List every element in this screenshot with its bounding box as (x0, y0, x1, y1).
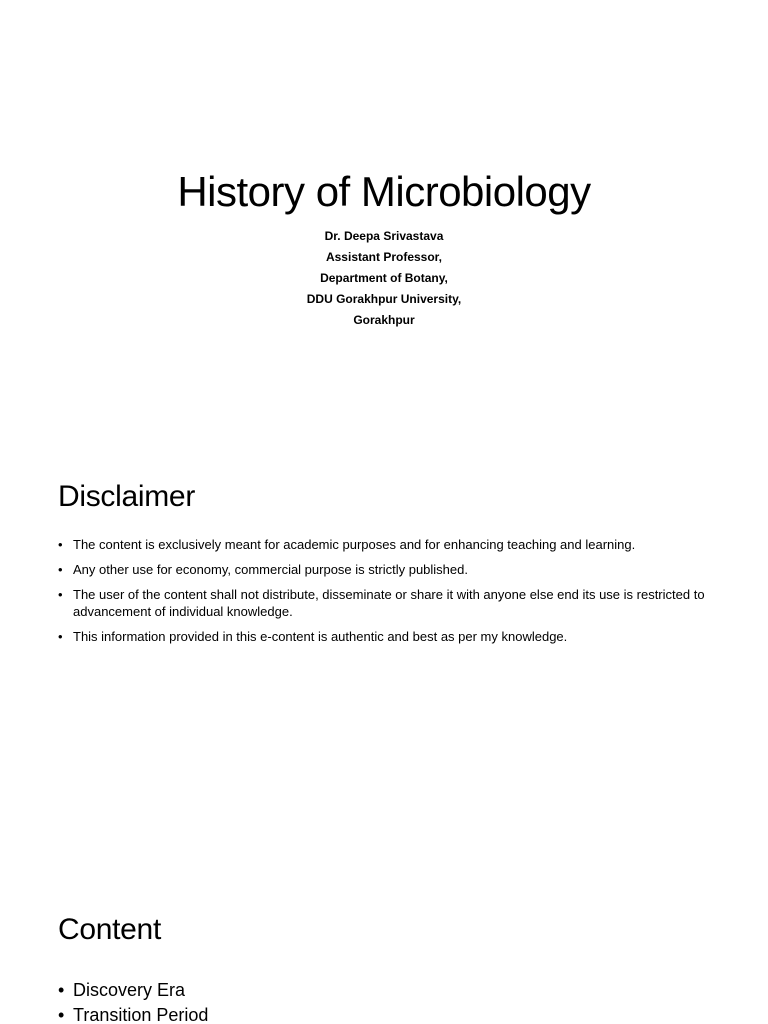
content-slide (0, 864, 768, 1024)
presentation-title: History of Microbiology (177, 168, 591, 215)
author-designation: Assistant Professor, (325, 250, 443, 264)
bullet-icon: • (58, 980, 65, 1000)
disclaimer-item-text: This information provided in this e-content is authentic and best as per my knowledge. (73, 629, 568, 644)
content-list (58, 978, 718, 1024)
disclaimer-item-text: The user of the content shall not distribute, disseminate or share it with anyone else end its use is restricted to advancement of individual knowledge. (73, 587, 705, 619)
bullet-icon: • (58, 629, 63, 644)
disclaimer-item (58, 536, 718, 553)
author-city: Gorakhpur (353, 313, 415, 327)
content-item-text: Discovery Era (73, 980, 186, 1000)
author-department: Department of Botany, (320, 271, 448, 285)
content-item-text: Transition Period (73, 1005, 209, 1024)
disclaimer-heading: Disclaimer (58, 480, 196, 513)
bullet-icon: • (58, 562, 63, 577)
disclaimer-item-text: The content is exclusively meant for academic purposes and for enhancing teaching and learning. (73, 537, 636, 552)
author-info (0, 226, 768, 331)
disclaimer-slide (0, 432, 768, 864)
content-item (58, 1003, 718, 1024)
bullet-icon: • (58, 537, 63, 552)
disclaimer-item-text: Any other use for economy, commercial purpose is strictly published. (73, 562, 468, 577)
content-heading: Content (58, 913, 161, 946)
author-university: DDU Gorakhpur University, (306, 292, 462, 306)
disclaimer-item (58, 561, 718, 578)
title-slide (0, 0, 768, 432)
disclaimer-item (58, 586, 718, 620)
content-item (58, 978, 718, 1003)
bullet-icon: • (58, 587, 63, 602)
disclaimer-item (58, 628, 718, 645)
disclaimer-list (58, 536, 718, 653)
author-name: Dr. Deepa Srivastava (324, 229, 444, 243)
bullet-icon: • (58, 1005, 65, 1024)
